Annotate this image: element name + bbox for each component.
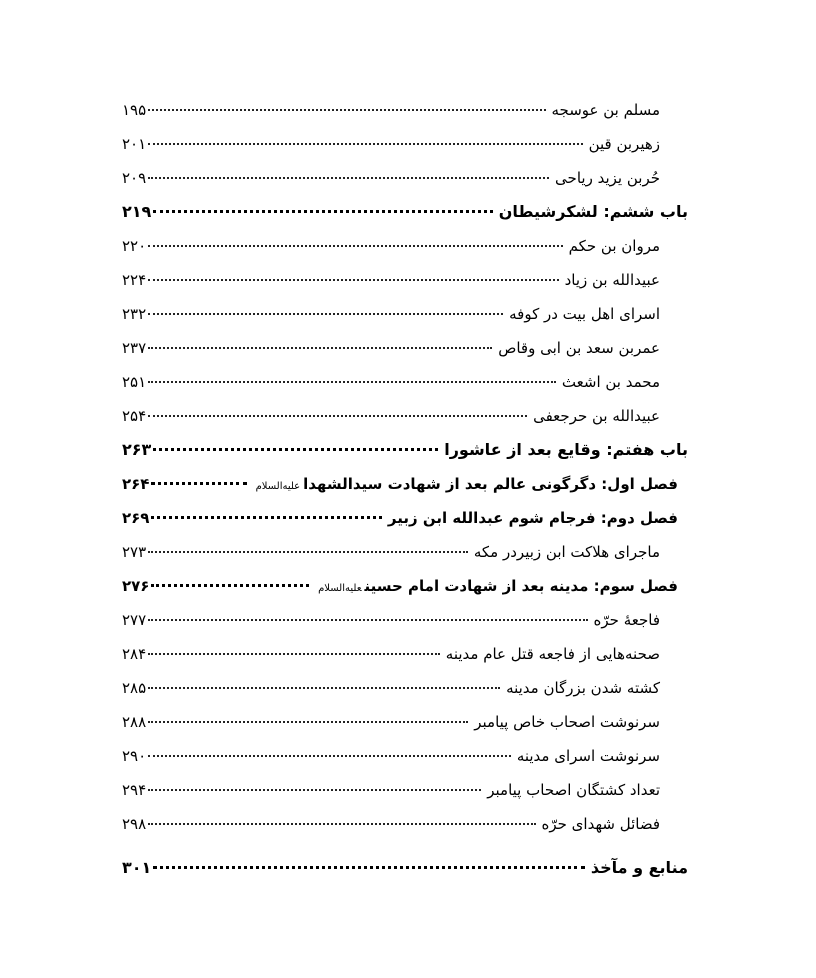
toc-entry-page: ۲۸۸ bbox=[122, 713, 147, 731]
toc-section-title-text: فصل سوم: مدینه بعد از شهادت امام حسین bbox=[364, 577, 678, 595]
toc-entry-page: ۲۸۴ bbox=[122, 645, 147, 663]
toc-chapter-title: منابع و مآخذ bbox=[590, 858, 688, 877]
dot-leader bbox=[151, 516, 381, 519]
dot-leader bbox=[148, 755, 511, 757]
dot-leader bbox=[153, 866, 585, 869]
toc-entry-title: عبیدالله بن زیاد bbox=[564, 271, 660, 289]
toc-entry bbox=[122, 739, 688, 773]
toc-entry-title: سرنوشت اصحاب خاص پیامبر bbox=[474, 713, 660, 731]
toc-entry-page: ۱۹۵ bbox=[122, 101, 147, 119]
toc-entry-title: تعداد کشتگان اصحاب پیامبر bbox=[487, 781, 660, 799]
toc-entry-title: فضائل شهدای حرّه bbox=[541, 815, 660, 833]
toc-entry-page: ۲۳۷ bbox=[122, 339, 147, 357]
toc-entry-title: صحنه‌هایی از فاجعه قتل عام مدینه bbox=[445, 645, 660, 663]
dot-leader bbox=[151, 482, 246, 485]
toc-entry bbox=[122, 331, 688, 365]
toc-entry bbox=[122, 229, 688, 263]
dot-leader bbox=[148, 551, 468, 553]
table-of-contents bbox=[122, 93, 688, 885]
toc-entry-title: حُربن یزید ریاحی bbox=[555, 169, 660, 187]
toc-entry-page: ۲۰۱ bbox=[122, 135, 147, 153]
toc-entry bbox=[122, 603, 688, 637]
toc-entry-title: محمد بن اشعث bbox=[561, 373, 660, 391]
honorific-mark: علیه‌السلام bbox=[318, 583, 362, 594]
dot-leader bbox=[148, 109, 545, 111]
toc-chapter-page: ۲۶۳ bbox=[122, 440, 152, 459]
toc-entry-title: اسرای اهل بیت در کوفه bbox=[509, 305, 660, 323]
toc-entry-page: ۲۲۰ bbox=[122, 237, 147, 255]
toc-entry-page: ۲۵۴ bbox=[122, 407, 147, 425]
dot-leader bbox=[153, 448, 438, 451]
toc-entry-page: ۲۷۳ bbox=[122, 543, 147, 561]
toc-entry bbox=[122, 535, 688, 569]
dot-leader bbox=[148, 721, 468, 723]
toc-entry bbox=[122, 263, 688, 297]
toc-entry bbox=[122, 773, 688, 807]
toc-entry bbox=[122, 297, 688, 331]
dot-leader bbox=[148, 143, 582, 145]
toc-entry bbox=[122, 365, 688, 399]
toc-section-page: ۲۷۶ bbox=[122, 577, 150, 595]
dot-leader bbox=[148, 823, 535, 825]
toc-entry-title: عمربن سعد بن ابی وقاص bbox=[498, 339, 660, 357]
toc-entry-page: ۲۵۱ bbox=[122, 373, 147, 391]
toc-entry bbox=[122, 807, 688, 841]
dot-leader bbox=[148, 313, 503, 315]
dot-leader bbox=[148, 415, 527, 417]
toc-entry-title: زهیربن قین bbox=[588, 135, 660, 153]
toc-section-title-text: فصل اول: دگرگونی عالم بعد از شهادت سیدالشهدا bbox=[303, 475, 678, 493]
toc-entry bbox=[122, 671, 688, 705]
toc-entry bbox=[122, 161, 688, 195]
toc-entry-title: عبیدالله بن حرجعفی bbox=[533, 407, 660, 425]
spacer bbox=[122, 841, 688, 851]
dot-leader bbox=[148, 347, 492, 349]
dot-leader bbox=[148, 789, 481, 791]
dot-leader bbox=[148, 279, 558, 281]
toc-section-title: فصل دوم: فرجام شوم عبدالله ابن زبیر bbox=[387, 509, 678, 527]
toc-chapter bbox=[122, 433, 688, 467]
toc-entry bbox=[122, 705, 688, 739]
toc-chapter-title: باب هفتم: وقایع بعد از عاشورا bbox=[444, 440, 688, 459]
toc-chapter-page: ۲۱۹ bbox=[122, 202, 152, 221]
toc-section bbox=[122, 569, 688, 603]
toc-entry-page: ۲۹۴ bbox=[122, 781, 147, 799]
toc-entry-page: ۲۳۲ bbox=[122, 305, 147, 323]
toc-chapter bbox=[122, 195, 688, 229]
toc-section-title bbox=[249, 467, 678, 504]
toc-entry-title: ماجرای هلاکت ابن زبیردر مکه bbox=[473, 543, 660, 561]
toc-section-page: ۲۶۹ bbox=[122, 509, 150, 527]
toc-entry bbox=[122, 637, 688, 671]
toc-entry bbox=[122, 127, 688, 161]
toc-entry-title: مسلم بن عوسجه bbox=[551, 101, 660, 119]
toc-entry-page: ۲۲۴ bbox=[122, 271, 147, 289]
toc-section bbox=[122, 467, 688, 501]
toc-entry-page: ۲۷۷ bbox=[122, 611, 147, 629]
toc-entry-page: ۲۰۹ bbox=[122, 169, 147, 187]
dot-leader bbox=[148, 619, 587, 621]
dot-leader bbox=[151, 584, 309, 587]
toc-section bbox=[122, 501, 688, 535]
dot-leader bbox=[153, 210, 492, 213]
toc-entry-title: فاجعهٔ حرّه bbox=[593, 611, 660, 629]
toc-chapter-page: ۳۰۱ bbox=[122, 858, 152, 877]
toc-section-page: ۲۶۴ bbox=[122, 475, 150, 493]
dot-leader bbox=[148, 653, 440, 655]
toc-entry bbox=[122, 93, 688, 127]
toc-entry-page: ۲۹۰ bbox=[122, 747, 147, 765]
toc-entry bbox=[122, 399, 688, 433]
toc-entry-title: سرنوشت اسرای مدینه bbox=[516, 747, 660, 765]
honorific-mark: علیه‌السلام bbox=[255, 481, 301, 492]
dot-leader bbox=[148, 245, 562, 247]
toc-entry-page: ۲۸۵ bbox=[122, 679, 147, 697]
toc-entry-page: ۲۹۸ bbox=[122, 815, 147, 833]
toc-chapter-title: باب ششم: لشکرشیطان bbox=[498, 202, 688, 221]
toc-chapter bbox=[122, 851, 688, 885]
dot-leader bbox=[148, 687, 500, 689]
dot-leader bbox=[148, 177, 549, 179]
toc-entry-title: کشته شدن بزرگان مدینه bbox=[506, 679, 660, 697]
toc-section-title bbox=[311, 569, 678, 606]
toc-entry-title: مروان بن حکم bbox=[568, 237, 660, 255]
dot-leader bbox=[148, 381, 556, 383]
